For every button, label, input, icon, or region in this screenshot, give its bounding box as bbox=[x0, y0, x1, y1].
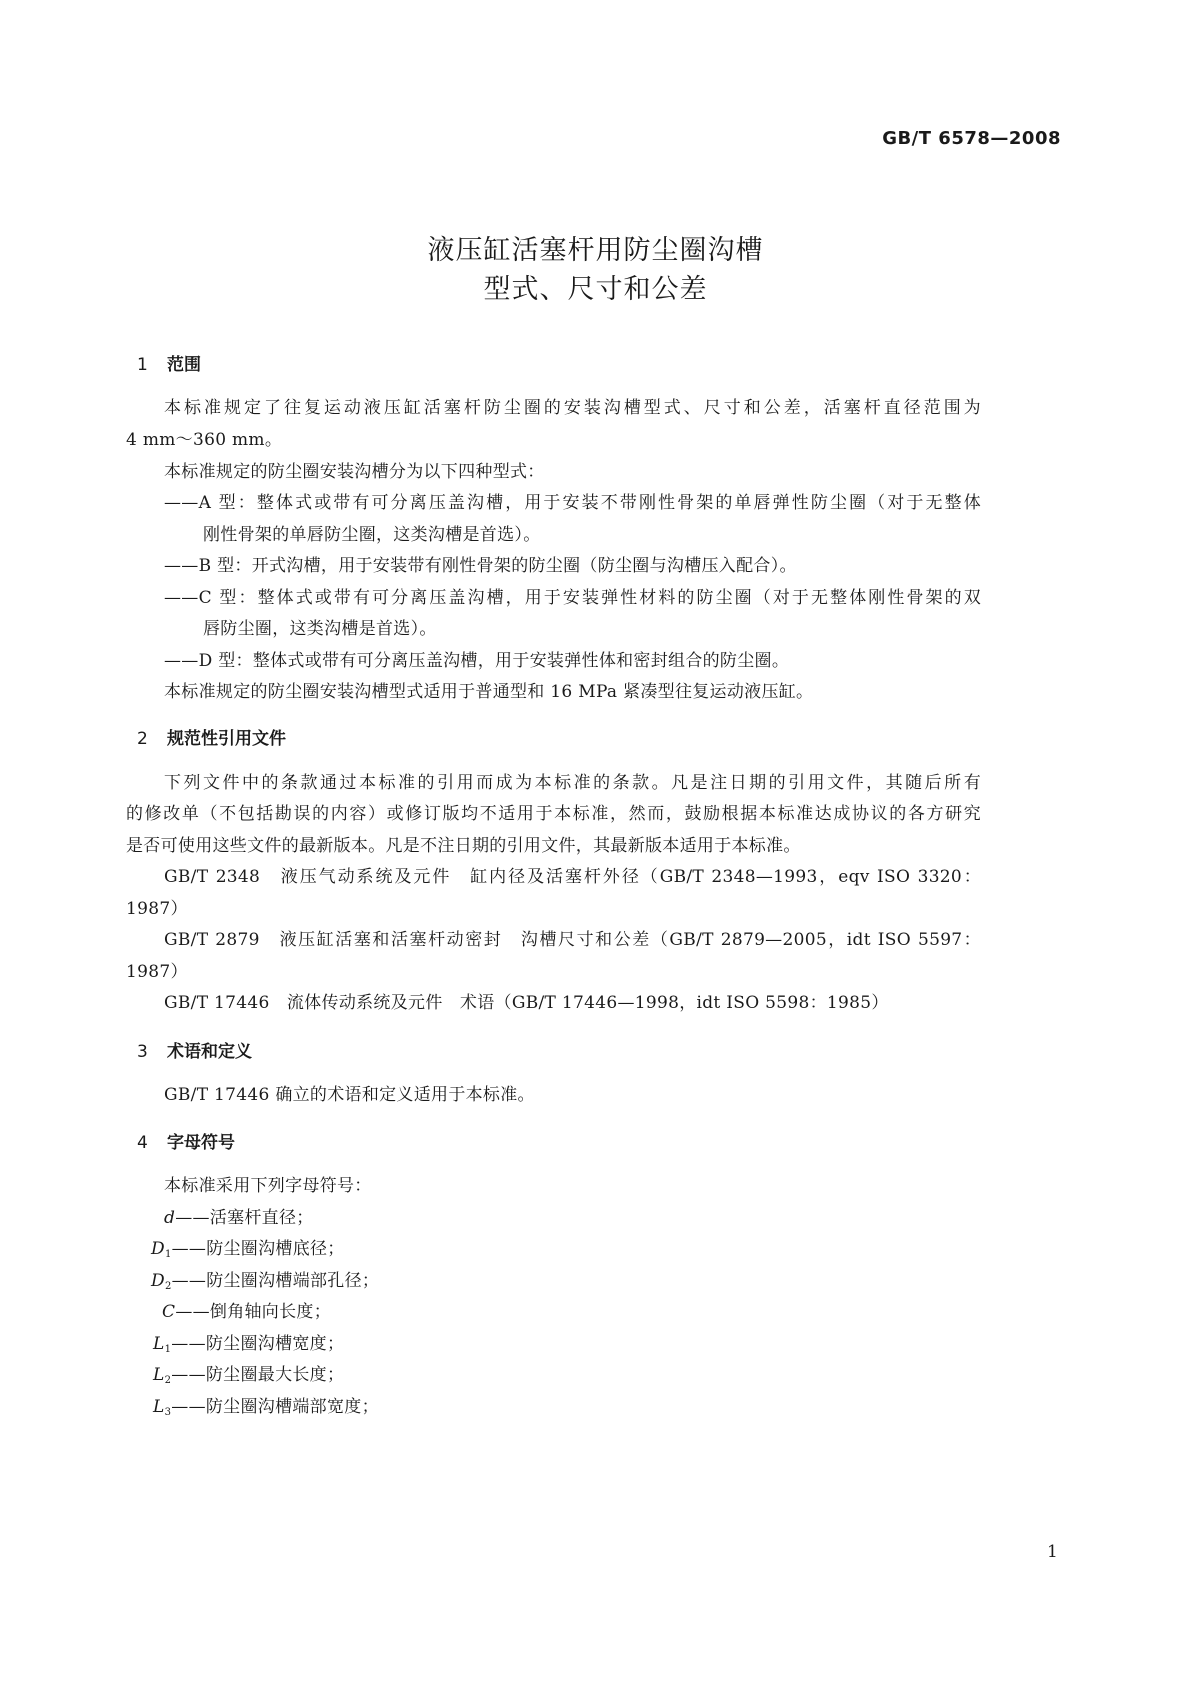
paragraph-line: 本标准规定的防尘圈安装沟槽型式适用于普通型和 16 MPa 紧凑型往复运动液压缸。 bbox=[164, 682, 814, 702]
section-3-heading bbox=[137, 1037, 252, 1062]
symbol-letter: C bbox=[162, 1302, 176, 1322]
list-item-type-a: ——A 型：整体式或带有可分离压盖沟槽，用于安装不带刚性骨架的单唇弹性防尘圈（对于无整体 bbox=[164, 493, 981, 513]
page-subtitle: 型式、尺寸和公差 bbox=[483, 274, 708, 305]
section-number: 2 bbox=[137, 729, 148, 749]
reference-gbt-17446: GB/T 17446 流体传动系统及元件 术语（GB/T 17446—1998，idt ISO 5598：1985） bbox=[164, 993, 889, 1013]
section-number: 4 bbox=[137, 1133, 148, 1153]
symbol-description: ——防尘圈沟槽端部宽度； bbox=[171, 1397, 379, 1417]
symbol-description: ——防尘圈沟槽端部孔径； bbox=[171, 1271, 380, 1291]
symbol-letter: $L_2$ bbox=[153, 1365, 172, 1386]
section-2-heading bbox=[137, 724, 286, 749]
paragraph-line: 是否可使用这些文件的最新版本。凡是不注日期的引用文件，其最新版本适用于本标准。 bbox=[126, 836, 801, 856]
symbol-description: ——防尘圈最大长度； bbox=[171, 1365, 345, 1385]
reference-gbt-2348: GB/T 2348 液压气动系统及元件 缸内径及活塞杆外径（GB/T 2348—1993，eqv ISO 3320： bbox=[164, 867, 981, 887]
page-title: 液压缸活塞杆用防尘圈沟槽 bbox=[427, 235, 764, 266]
section-title: 范围 bbox=[167, 355, 201, 375]
paragraph-line: GB/T 17446 确立的术语和定义适用于本标准。 bbox=[164, 1085, 535, 1105]
list-item-type-a-cont: 刚性骨架的单唇防尘圈，这类沟槽是首选）。 bbox=[203, 525, 541, 545]
section-number: 1 bbox=[137, 355, 148, 375]
section-1-heading bbox=[137, 350, 201, 375]
section-title: 术语和定义 bbox=[167, 1042, 252, 1062]
paragraph-line: 本标准采用下列字母符号： bbox=[164, 1176, 372, 1196]
symbol-description: ——防尘圈沟槽底径； bbox=[171, 1239, 345, 1259]
list-item-type-b: ——B 型：开式沟槽，用于安装带有刚性骨架的防尘圈（防尘圈与沟槽压入配合）。 bbox=[164, 556, 797, 576]
section-title: 规范性引用文件 bbox=[167, 729, 286, 749]
reference-gbt-2879: GB/T 2879 液压缸活塞和活塞杆动密封 沟槽尺寸和公差（GB/T 2879—2005，idt ISO 5597： bbox=[164, 930, 981, 950]
symbol-definition bbox=[164, 1205, 314, 1237]
page-number: 1 bbox=[1047, 1542, 1058, 1562]
paragraph-line: 本标准规定的防尘圈安装沟槽分为以下四种型式： bbox=[164, 462, 545, 482]
symbol-definition bbox=[162, 1299, 331, 1331]
paragraph-line: 4 mm～360 mm。 bbox=[126, 430, 283, 450]
symbol-definition bbox=[153, 1331, 344, 1363]
symbol-description: ——活塞杆直径； bbox=[175, 1208, 314, 1228]
paragraph-line: 本标准规定了往复运动液压缸活塞杆防尘圈的安装沟槽型式、尺寸和公差，活塞杆直径范围为 bbox=[164, 398, 981, 418]
list-item-type-d: ——D 型：整体式或带有可分离压盖沟槽，用于安装弹性体和密封组合的防尘圈。 bbox=[164, 651, 790, 671]
symbol-letter: d bbox=[164, 1208, 176, 1228]
symbol-letter: $D_1$ bbox=[151, 1239, 172, 1260]
paragraph-line: 下列文件中的条款通过本标准的引用而成为本标准的条款。凡是注日期的引用文件，其随后所有 bbox=[164, 773, 981, 793]
symbol-letter: $L_1$ bbox=[153, 1334, 172, 1355]
paragraph-line: 的修改单（不包括勘误的内容）或修订版均不适用于本标准，然而，鼓励根据本标准达成协议的各方研究 bbox=[126, 804, 981, 824]
symbol-letter: $L_3$ bbox=[153, 1397, 172, 1418]
reference-gbt-2348-cont: 1987） bbox=[126, 899, 188, 919]
reference-gbt-2879-cont: 1987） bbox=[126, 962, 188, 982]
symbol-description: ——防尘圈沟槽宽度； bbox=[171, 1334, 345, 1354]
list-item-type-c: ——C 型：整体式或带有可分离压盖沟槽，用于安装弹性材料的防尘圈（对于无整体刚性骨架的双 bbox=[164, 588, 981, 608]
section-title: 字母符号 bbox=[167, 1133, 235, 1153]
symbol-definition bbox=[151, 1236, 345, 1268]
symbol-letter: $D_2$ bbox=[151, 1271, 172, 1292]
standard-code: GB/T 6578—2008 bbox=[882, 128, 1061, 149]
symbol-definition bbox=[153, 1362, 344, 1394]
symbol-definition bbox=[151, 1268, 379, 1300]
section-number: 3 bbox=[137, 1042, 148, 1062]
symbol-description: ——倒角轴向长度； bbox=[175, 1302, 332, 1322]
symbol-definition bbox=[153, 1394, 379, 1426]
section-4-heading bbox=[137, 1128, 235, 1153]
list-item-type-c-cont: 唇防尘圈，这类沟槽是首选）。 bbox=[203, 619, 437, 639]
